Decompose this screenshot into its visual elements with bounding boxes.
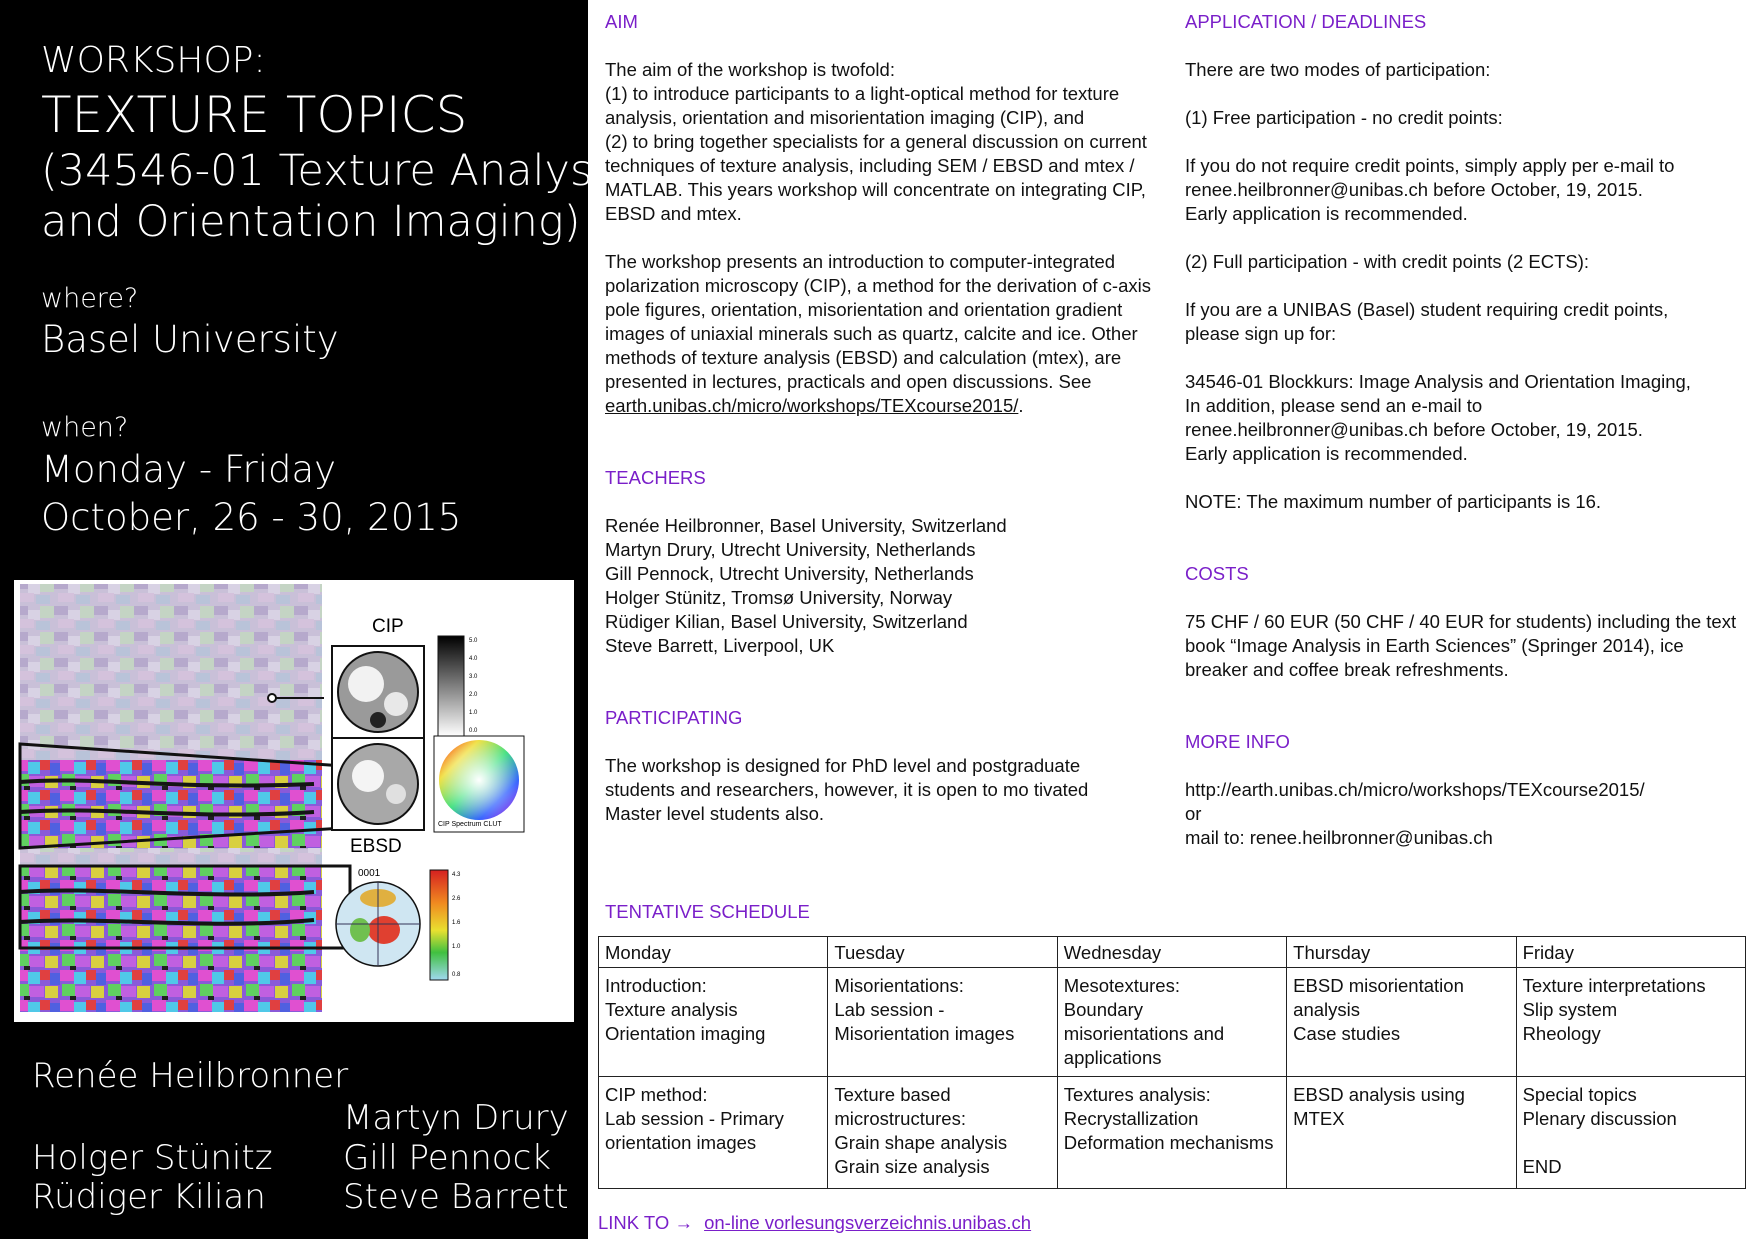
teacher-item: Martyn Drury, Utrecht University, Netherlands [605, 539, 976, 560]
teacher-item: Renée Heilbronner, Basel University, Switzerland [605, 515, 1007, 536]
teachers-heading: TEACHERS [605, 467, 706, 488]
column-left [605, 10, 1165, 826]
application-intro: There are two modes of participation: [1185, 59, 1491, 80]
where-label: where? [41, 283, 139, 314]
aim-period: . [1018, 395, 1024, 416]
cell-line: Textures analysis: [1063, 1084, 1211, 1105]
cell-line: misorientations and [1063, 1023, 1225, 1044]
texture-figure-svg [14, 580, 574, 1022]
cell-line: Special topics [1522, 1084, 1637, 1105]
participating-text: The workshop is designed for PhD level and postgraduate students and researchers, however, it is open to mo tivated Master level students also. [605, 755, 1089, 824]
aim-line: (1) to introduce participants to a light-optical method for texture analysis, orientation and misorientation imaging (CIP), and [605, 83, 1120, 128]
cell-line: Introduction: [605, 975, 707, 996]
cell-line: Recrystallization [1063, 1108, 1199, 1129]
costs-heading: COSTS [1185, 563, 1249, 584]
aim-line: The aim of the workshop is twofold: [605, 59, 895, 80]
schedule-cell [1287, 968, 1516, 1077]
full-line: please sign up for: [1185, 323, 1337, 344]
day-header: Monday [599, 937, 828, 968]
cip-scale-tick: 2.0 [469, 692, 478, 698]
ebsd-scale-tick: 1.6 [452, 920, 461, 926]
name-kilian: Rüdiger Kilian [32, 1177, 266, 1217]
cell-line: Misorientation images [834, 1023, 1015, 1044]
cell-line: EBSD misorientation [1293, 975, 1464, 996]
cell-line: Lab session - Primary [605, 1108, 784, 1129]
arrow-right-icon: → [674, 1212, 693, 1233]
when-dates: October, 26 - 30, 2015 [41, 496, 462, 539]
name-pennock: Gill Pennock [343, 1138, 551, 1178]
cip-scale-tick: 5.0 [469, 638, 478, 644]
cell-line: Plenary discussion [1522, 1108, 1677, 1129]
cell-line: Texture based [834, 1084, 951, 1105]
schedule-cell [828, 1077, 1057, 1189]
more-info-mail[interactable]: mail to: renee.heilbronner@unibas.ch [1185, 827, 1493, 848]
more-info-url[interactable]: http://earth.unibas.ch/micro/workshops/TEXcourse2015/ [1185, 779, 1645, 800]
workshop-title: TEXTURE TOPICS [41, 86, 468, 144]
cip-pole-max2 [384, 692, 408, 716]
cell-line: Texture analysis [605, 999, 738, 1020]
participating-heading: PARTICIPATING [605, 707, 743, 728]
schedule-row-1 [599, 968, 1746, 1077]
more-info-or: or [1185, 803, 1202, 824]
pointer-dot [268, 694, 276, 702]
cip-scale-tick: 0.0 [469, 728, 478, 734]
cell-line: analysis [1293, 999, 1361, 1020]
free-participation-title: (1) Free participation - no credit points: [1185, 107, 1503, 128]
schedule-cell [1287, 1077, 1516, 1189]
day-header: Friday [1516, 937, 1745, 968]
teacher-item: Holger Stünitz, Tromsø University, Norway [605, 587, 953, 608]
cell-line: Grain shape analysis [834, 1132, 1008, 1153]
texture-figure [14, 580, 574, 1022]
cip-scale-tick: 4.0 [469, 656, 478, 662]
cell-line: Texture interpretations [1522, 975, 1706, 996]
cip-scale-tick: 1.0 [469, 710, 478, 716]
cip-label: CIP [372, 616, 404, 637]
application-heading: APPLICATION / DEADLINES [1185, 11, 1427, 32]
teacher-item: Gill Pennock, Utrecht University, Netherlands [605, 563, 974, 584]
full-line: renee.heilbronner@unibas.ch before October, 19, 2015. [1185, 419, 1643, 440]
ebsd-color-scale [430, 870, 448, 980]
cell-line: Deformation mechanisms [1063, 1132, 1274, 1153]
schedule-cell [599, 968, 828, 1077]
when-days: Monday - Friday [41, 448, 337, 491]
more-info-heading: MORE INFO [1185, 731, 1290, 752]
costs-text: 75 CHF / 60 EUR (50 CHF / 40 EUR for students) including the text book “Image Analysis in Earth Sciences” (Springer 2014), ice breaker and coffee break refreshments. [1185, 611, 1737, 680]
full-line: 34546-01 Blockkurs: Image Analysis and Orientation Imaging, [1185, 371, 1691, 392]
schedule-cell [1057, 968, 1286, 1077]
cell-line: Misorientations: [834, 975, 964, 996]
cip-scale-tick: 3.0 [469, 674, 478, 680]
cell-line: END [1522, 1156, 1562, 1177]
where-value: Basel University [41, 318, 339, 361]
link-row [598, 1212, 1031, 1234]
name-drury: Martyn Drury [343, 1098, 569, 1138]
aim-heading: AIM [605, 11, 638, 32]
ebsd-scale-labels [452, 872, 461, 978]
clut-wheel-center [439, 740, 519, 820]
cip-pole2-max2 [386, 784, 406, 804]
course-page-link[interactable]: earth.unibas.ch/micro/workshops/TEXcourse2015/ [605, 395, 1019, 416]
ebsd-scale-tick: 0.8 [452, 972, 461, 978]
vorlesungsverzeichnis-link[interactable]: on-line vorlesungsverzeichnis.unibas.ch [704, 1212, 1032, 1233]
cell-line: Grain size analysis [834, 1156, 990, 1177]
content-area [588, 0, 1754, 1239]
cell-line: orientation images [605, 1132, 757, 1153]
free-line: Early application is recommended. [1185, 203, 1468, 224]
clut-label: CIP Spectrum CLUT [438, 821, 502, 828]
aim-description [605, 250, 1165, 418]
full-line: If you are a UNIBAS (Basel) student requiring credit points, [1185, 299, 1669, 320]
teacher-item: Rüdiger Kilian, Basel University, Switzerland [605, 611, 968, 632]
name-heilbronner: Renée Heilbronner [32, 1056, 349, 1096]
cell-line: EBSD analysis using [1293, 1084, 1465, 1105]
ebsd-scale-tick: 4.3 [452, 872, 461, 878]
teacher-item: Steve Barrett, Liverpool, UK [605, 635, 835, 656]
cell-line: Slip system [1522, 999, 1618, 1020]
cip-pole2-max [352, 760, 384, 792]
cell-line: applications [1063, 1047, 1162, 1068]
ebsd-scale-tick: 2.6 [452, 896, 461, 902]
cip-orientation-band [20, 760, 322, 848]
participants-note: NOTE: The maximum number of participants is 16. [1185, 491, 1602, 512]
cell-line [1523, 1131, 1739, 1155]
day-header: Tuesday [828, 937, 1057, 968]
name-stunitz: Holger Stünitz [32, 1138, 273, 1178]
ebsd-pole-label: 0001 [358, 868, 381, 879]
free-line: renee.heilbronner@unibas.ch before October, 19, 2015. [1185, 179, 1643, 200]
when-label: when? [41, 412, 129, 443]
free-line: If you do not require credit points, simply apply per e-mail to [1185, 155, 1675, 176]
ebsd-label: EBSD [350, 836, 402, 857]
cell-line: Boundary [1063, 999, 1143, 1020]
cip-gray-scale [438, 636, 464, 736]
full-line: In addition, please send an e-mail to [1185, 395, 1483, 416]
ebsd-pole-max2 [368, 916, 400, 944]
schedule-row-2 [599, 1077, 1746, 1189]
full-line: Early application is recommended. [1185, 443, 1468, 464]
aim-line: (2) to bring together specialists for a general discussion on current techniques of texture analysis, including SEM / EBSD and mtex / MATLAB. This years workshop will concentrate on integrating CIP, EBSD and mtex. [605, 131, 1147, 224]
schedule-table [598, 936, 1746, 1189]
cell-line: Lab session - [834, 999, 945, 1020]
ebsd-scale-tick: 1.0 [452, 944, 461, 950]
workshop-label: WORKSHOP: [41, 40, 266, 81]
name-barrett: Steve Barrett [343, 1177, 569, 1217]
cip-scale-labels [469, 638, 478, 734]
ebsd-orientation-band [20, 866, 322, 1012]
schedule-heading: TENTATIVE SCHEDULE [605, 901, 810, 922]
cell-line: CIP method: [605, 1084, 708, 1105]
cip-pole-max [348, 666, 384, 702]
course-title-line2: and Orientation Imaging) [41, 197, 581, 247]
day-header: Thursday [1287, 937, 1516, 968]
aim-description-text: The workshop presents an introduction to computer-integrated polarization microscopy (CIP), a method for the derivation of c-axis pole figures, orientation, misorientation and orientation gradient images of uniaxial minerals such as quartz, calcite and ice. Other methods of texture analysis (EBSD) and calculation (mtex), are presented in lectures, practicals and open discussions. [605, 251, 1151, 392]
cell-line: Mesotextures: [1063, 975, 1180, 996]
cell-line: Orientation imaging [605, 1023, 766, 1044]
column-right [1185, 10, 1745, 850]
aim-see: See [1058, 371, 1092, 392]
cell-line: microstructures: [834, 1108, 966, 1129]
day-header: Wednesday [1057, 937, 1286, 968]
schedule-cell [828, 968, 1057, 1077]
ebsd-pole-mid [350, 918, 370, 942]
cell-line: Rheology [1522, 1023, 1601, 1044]
schedule-cell [1057, 1077, 1286, 1189]
schedule-header-row [599, 937, 1746, 968]
full-participation-title: (2) Full participation - with credit points (2 ECTS): [1185, 251, 1590, 272]
cip-pole-min [370, 712, 386, 728]
course-title-line1: (34546-01 Texture Analysis [41, 146, 627, 196]
schedule-cell [1516, 968, 1745, 1077]
teacher-names [0, 1050, 588, 1230]
cell-line: Case studies [1293, 1023, 1401, 1044]
schedule-cell [599, 1077, 828, 1189]
schedule-cell [1516, 1077, 1745, 1189]
link-to-label: LINK TO [598, 1212, 670, 1233]
cell-line: MTEX [1293, 1108, 1345, 1129]
